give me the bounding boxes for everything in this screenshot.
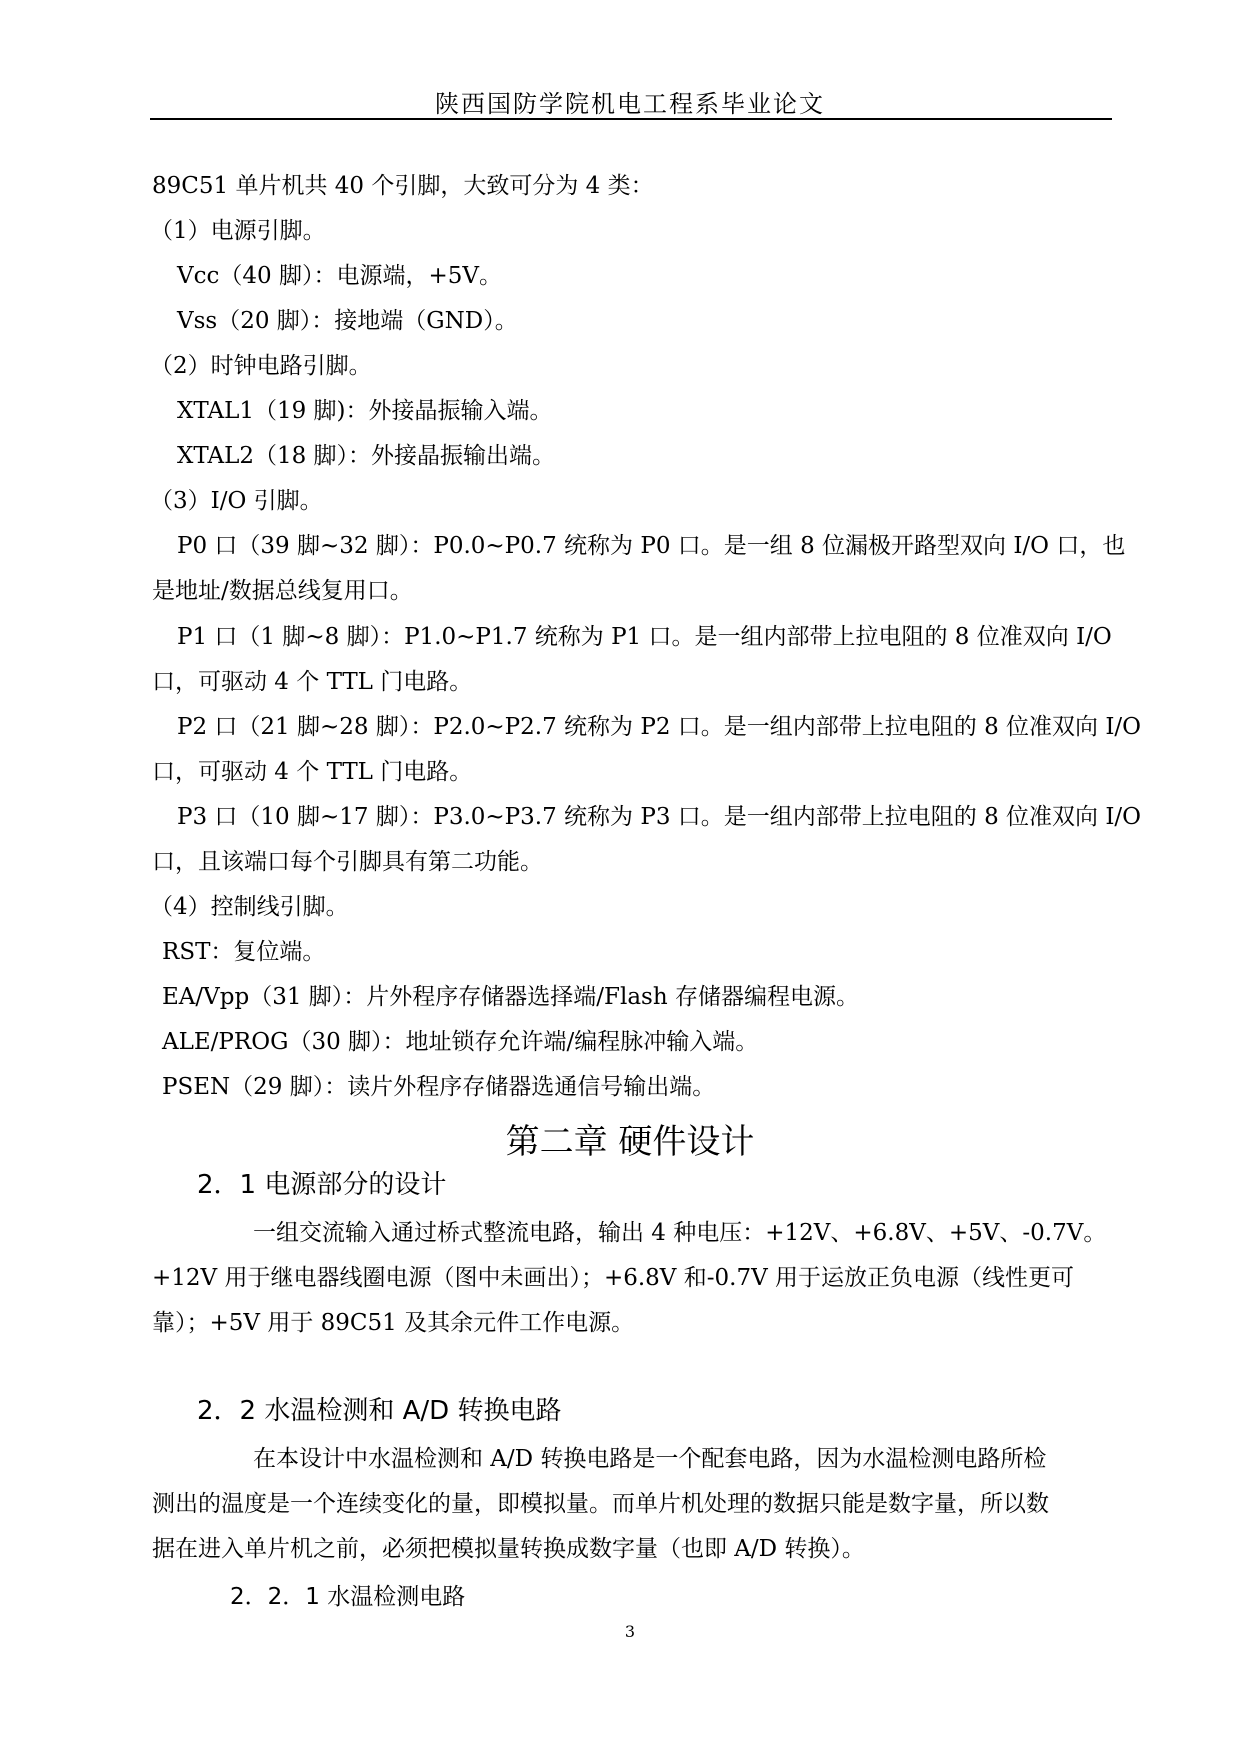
body-line: 据在进入单片机之前，必须把模拟量转换成数字量（也即 A/D 转换）。 <box>152 1536 865 1562</box>
body-line: EA/Vpp（31 脚）：片外程序存储器选择端/Flash 存储器编程电源。 <box>162 984 859 1010</box>
body-line: 是地址/数据总线复用口。 <box>152 578 413 604</box>
body-line: 测出的温度是一个连续变化的量，即模拟量。而单片机处理的数据只能是数字量，所以数 <box>152 1491 1049 1517</box>
body-line: P3 口（10 脚~17 脚）：P3.0~P3.7 统称为 P3 口。是一组内部带上拉电阻的 8 位准双向 I/O <box>177 804 1142 830</box>
body-line: 在本设计中水温检测和 A/D 转换电路是一个配套电路，因为水温检测电路所检 <box>253 1446 1047 1472</box>
body-line: 89C51 单片机共 40 个引脚，大致可分为 4 类： <box>152 173 654 199</box>
body-line: +12V 用于继电器线圈电源（图中未画出）；+6.8V 和-0.7V 用于运放正负电源（线性更可 <box>152 1265 1074 1291</box>
page-header-title: 陕西国防学院机电工程系毕业论文 <box>435 90 825 118</box>
body-line: PSEN（29 脚）：读片外程序存储器选通信号输出端。 <box>162 1074 716 1100</box>
section-heading: 2．2 水温检测和 A/D 转换电路 <box>197 1396 562 1426</box>
subsection-heading: 2．2．1 水温检测电路 <box>230 1584 466 1610</box>
body-line: （2）时钟电路引脚。 <box>150 353 372 379</box>
body-line: RST：复位端。 <box>162 939 326 965</box>
body-line: （1）电源引脚。 <box>150 218 326 244</box>
body-line: ALE/PROG（30 脚）：地址锁存允许端/编程脉冲输入端。 <box>162 1029 759 1055</box>
body-line: （4）控制线引脚。 <box>150 894 349 920</box>
body-line: Vss（20 脚）：接地端（GND）。 <box>177 308 518 334</box>
body-line: Vcc（40 脚）：电源端，+5V。 <box>177 263 502 289</box>
body-line: P2 口（21 脚~28 脚）：P2.0~P2.7 统称为 P2 口。是一组内部带上拉电阻的 8 位准双向 I/O <box>177 714 1142 740</box>
body-line: 靠）；+5V 用于 89C51 及其余元件工作电源。 <box>152 1310 635 1336</box>
body-line: XTAL1（19 脚)：外接晶振输入端。 <box>177 398 553 424</box>
header-rule <box>150 118 1112 120</box>
chapter-title: 第二章 硬件设计 <box>505 1122 755 1162</box>
body-line: XTAL2（18 脚）：外接晶振输出端。 <box>177 443 556 469</box>
body-line: 口，且该端口每个引脚具有第二功能。 <box>152 849 543 875</box>
body-line: （3）I/O 引脚。 <box>150 488 323 514</box>
body-line: P1 口（1 脚~8 脚）：P1.0~P1.7 统称为 P1 口。是一组内部带上拉电阻的 8 位准双向 I/O <box>177 624 1112 650</box>
section-heading: 2．1 电源部分的设计 <box>197 1170 447 1200</box>
body-line: 口，可驱动 4 个 TTL 门电路。 <box>152 759 473 785</box>
body-line: 口，可驱动 4 个 TTL 门电路。 <box>152 669 473 695</box>
body-line: 一组交流输入通过桥式整流电路，输出 4 种电压：+12V、+6.8V、+5V、-0.7V。 <box>253 1220 1107 1246</box>
body-line: P0 口（39 脚~32 脚）：P0.0~P0.7 统称为 P0 口。是一组 8 位漏极开路型双向 I/O 口，也 <box>177 533 1126 559</box>
page-number: 3 <box>624 1622 636 1641</box>
